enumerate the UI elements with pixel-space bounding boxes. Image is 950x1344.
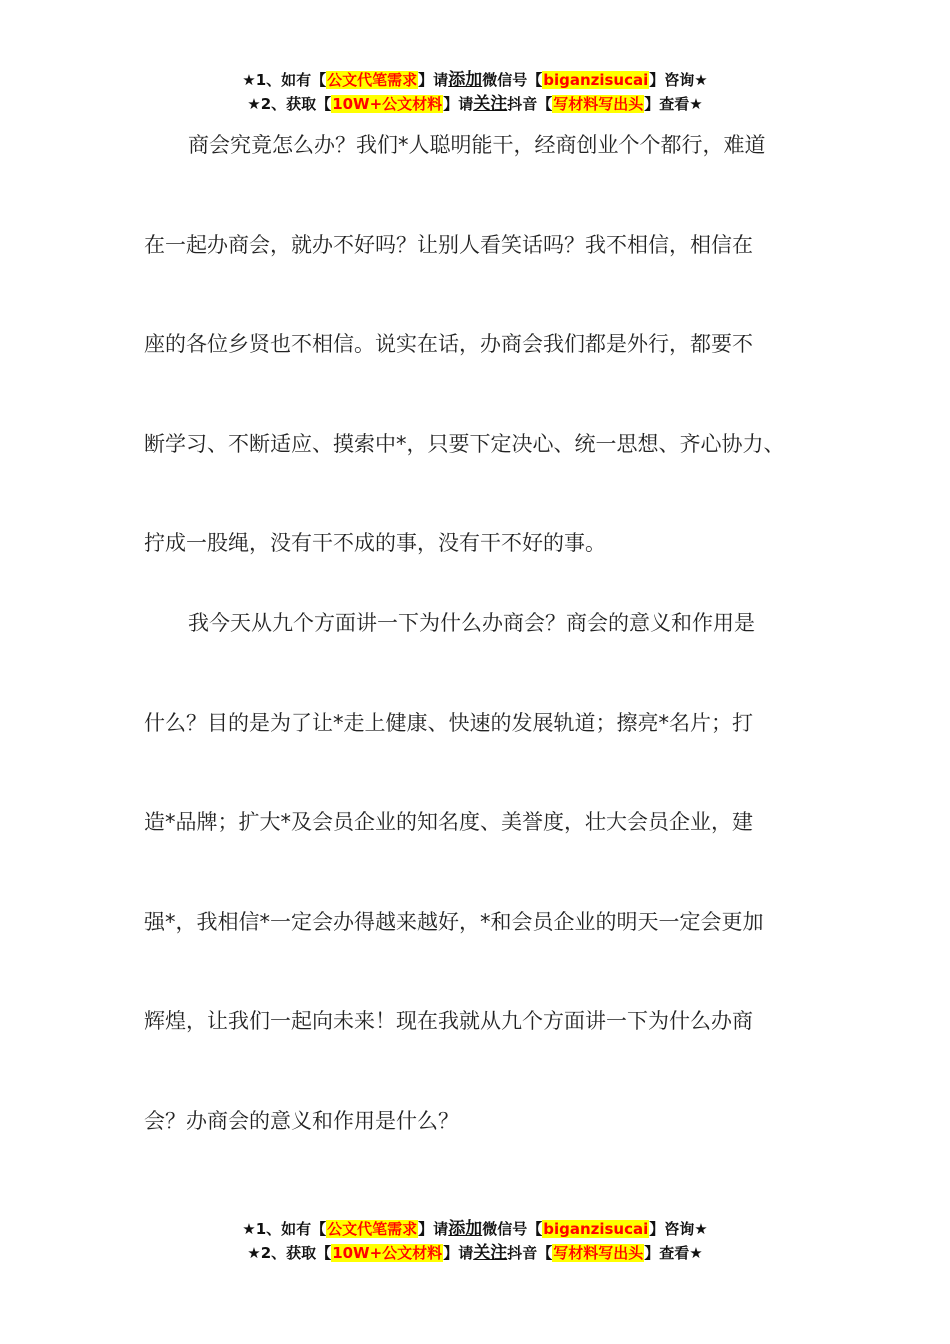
paragraph-line: 强*，我相信*一定会办得越来越好，*和会员企业的明天一定会更加 [144,909,764,934]
banner-line-2 [0,92,950,116]
banner-text: 抖音【 [507,95,553,113]
banner-text: 】请 [418,1220,449,1238]
douyin-id-highlight: 写材料写出头 [553,95,644,113]
banner-prefix: ★2、获取【 [247,95,332,113]
paragraph-line: 商会究竟怎么办？我们*人聪明能干，经商创业个个都行，难道 [188,133,766,157]
banner-text: 】请 [443,95,474,113]
banner-text: 】请 [443,1244,474,1262]
paragraph-2 [144,598,834,1196]
paragraph-line: 造*品牌；扩大*及会员企业的知名度、美誉度，壮大会员企业，建 [144,810,753,835]
banner-text: 】请 [418,71,449,89]
paragraph-line: 会？办商会的意义和作用是什么？ [144,1108,459,1133]
banner-line-1 [0,68,950,92]
ghostwriting-highlight: 公文代笔需求 [327,71,418,89]
banner-prefix: ★1、如有【 [242,71,327,89]
wechat-id-highlight: biganzisucai [543,71,649,89]
paragraph-line: 断学习、不断适应、摸索中*，只要下定决心、统一思想、齐心协力、 [144,431,785,456]
document-body [144,120,834,1196]
ghostwriting-highlight: 公文代笔需求 [327,1220,418,1238]
paragraph-line: 座的各位乡贤也不相信。说实在话，办商会我们都是外行，都要不 [144,332,753,357]
banner-suffix: 】查看★ [644,95,703,113]
header-banner [0,68,950,116]
banner-suffix: 】咨询★ [649,71,708,89]
banner-prefix: ★1、如有【 [242,1220,327,1238]
add-emphasis: 添加 [448,70,483,90]
follow-emphasis: 关注 [473,94,508,114]
banner-text: 抖音【 [507,1244,553,1262]
banner-text: 微信号【 [482,71,543,89]
banner-text: 微信号【 [482,1220,543,1238]
wechat-id-highlight: biganzisucai [543,1220,649,1238]
paragraph-line: 辉煌，让我们一起向未来！现在我就从九个方面讲一下为什么办商 [144,1009,753,1034]
paragraph-line: 什么？目的是为了让*走上健康、快速的发展轨道；擦亮*名片；打 [144,710,753,735]
add-emphasis: 添加 [448,1219,483,1239]
paragraph-line: 拧成一股绳，没有干不成的事，没有干不好的事。 [144,531,606,556]
banner-suffix: 】查看★ [644,1244,703,1262]
douyin-id-highlight: 写材料写出头 [553,1244,644,1262]
materials-highlight: 10W+公文材料 [332,1244,443,1262]
banner-line-1 [0,1217,950,1241]
banner-line-2 [0,1241,950,1265]
materials-highlight: 10W+公文材料 [332,95,443,113]
follow-emphasis: 关注 [473,1243,508,1263]
banner-suffix: 】咨询★ [649,1220,708,1238]
paragraph-line: 我今天从九个方面讲一下为什么办商会？商会的意义和作用是 [188,610,755,635]
paragraph-line: 在一起办商会，就办不好吗？让别人看笑话吗？我不相信，相信在 [144,232,753,257]
banner-prefix: ★2、获取【 [247,1244,332,1262]
footer-banner [0,1217,950,1265]
paragraph-1 [144,120,834,618]
